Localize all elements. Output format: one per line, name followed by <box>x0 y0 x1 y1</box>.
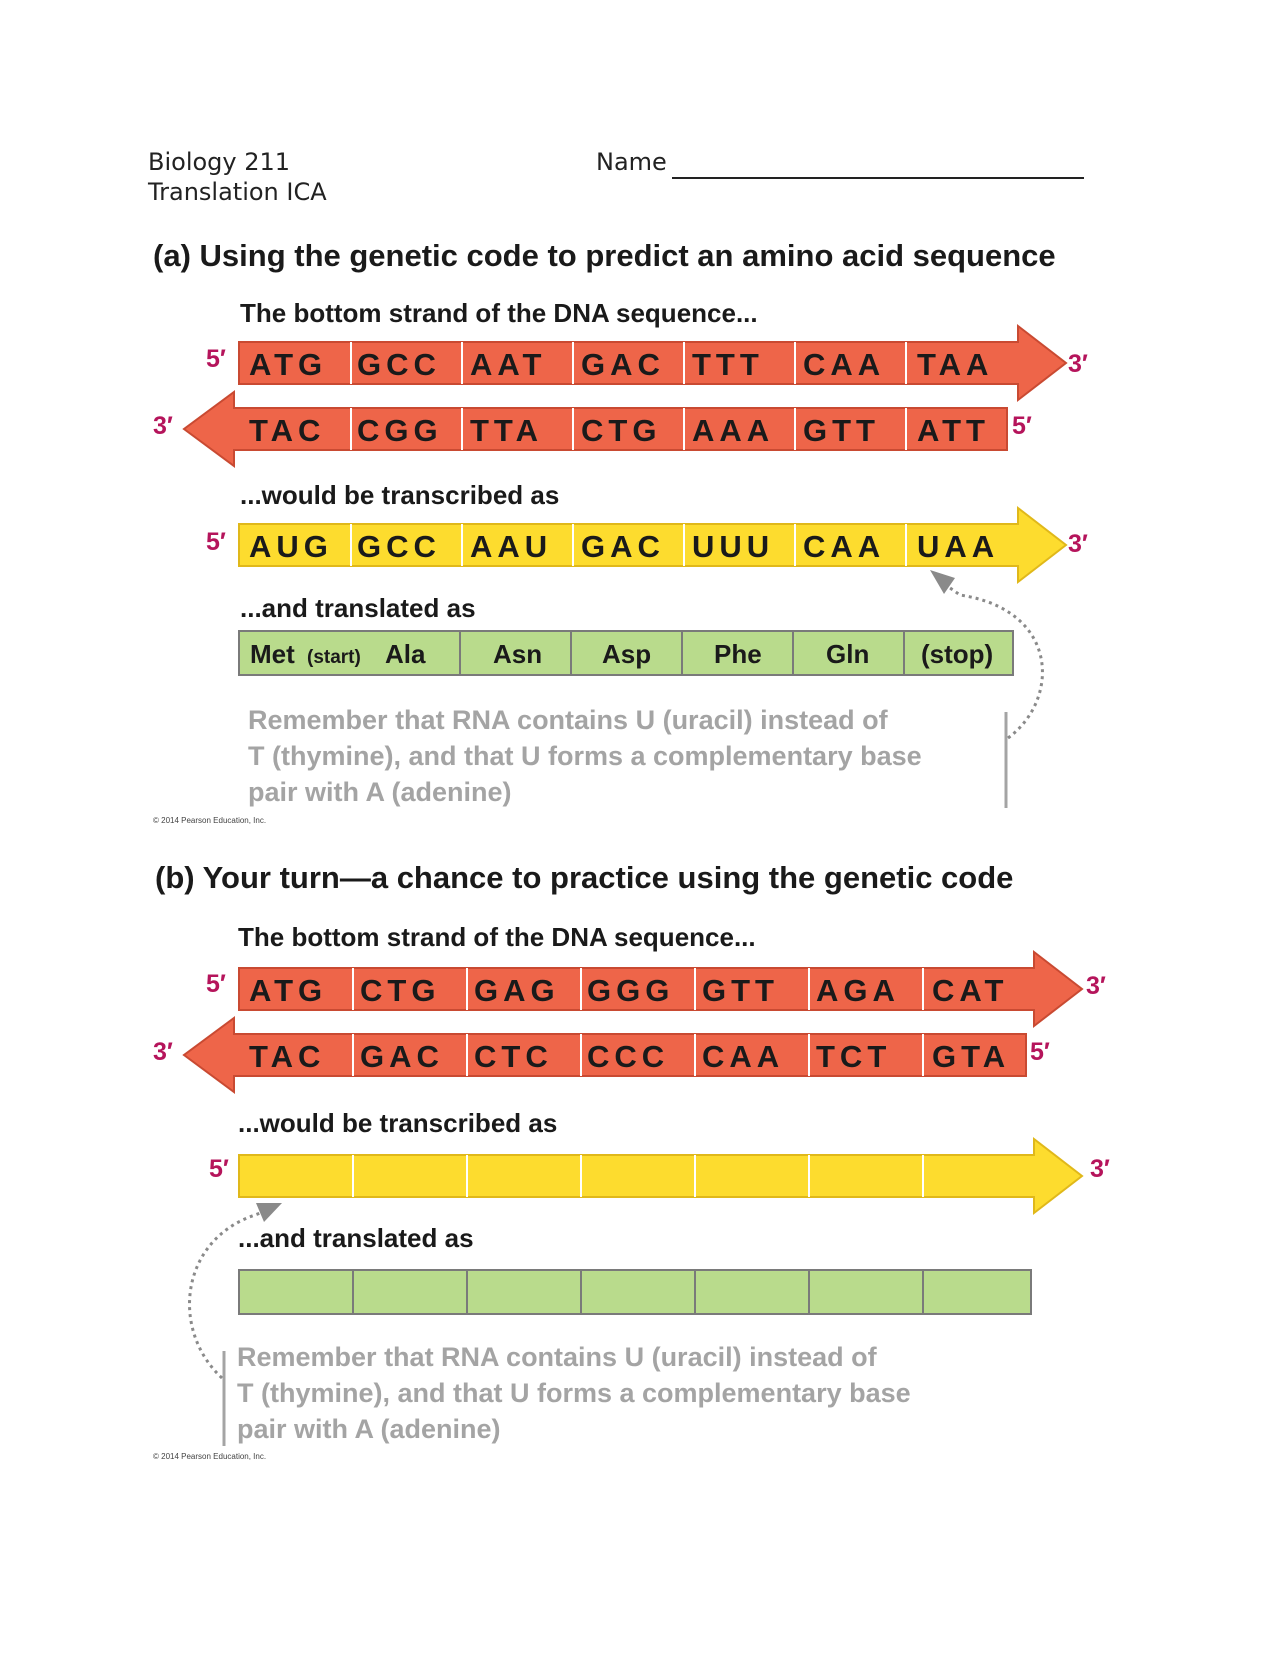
part-a-title-text: Using the genetic code to predict an amino acid sequence <box>199 238 1056 273</box>
a-amino-acid: Met <box>250 639 295 669</box>
b-top-codon: ATG <box>249 973 328 1008</box>
a-mrna-codon: AUG <box>249 529 333 564</box>
a-top-codon: GAC <box>581 347 665 382</box>
b-bottom-codon: CTC <box>474 1039 553 1074</box>
a-top-codon: ATG <box>249 347 328 382</box>
a-mrna-codon: CAA <box>803 529 886 564</box>
a-mrna-codon: GCC <box>357 529 441 564</box>
part-b-letter: (b) <box>155 860 195 895</box>
part-a-transcribed-label: ...would be transcribed as <box>240 480 560 510</box>
name-label: Name <box>596 148 667 176</box>
a-note-line: pair with A (adenine) <box>248 777 512 807</box>
a-amino-acid: Asp <box>602 639 652 669</box>
b-bottom-codon: GTA <box>932 1039 1011 1074</box>
b-top-codon: GTT <box>702 973 779 1008</box>
b-bottom-codon: CCC <box>587 1039 670 1074</box>
a-top-codon: TAA <box>917 347 994 382</box>
a-amino-acid: (stop) <box>921 639 994 669</box>
a-top-5prime: 5′ <box>206 345 226 373</box>
b-note-line: Remember that RNA contains U (uracil) instead of <box>237 1342 877 1372</box>
a-top-3prime: 3′ <box>1068 350 1088 378</box>
b-bottom-codon: TCT <box>816 1039 892 1074</box>
a-mrna-5prime: 5′ <box>206 528 226 556</box>
part-b-transcribed-label: ...would be transcribed as <box>238 1108 558 1138</box>
a-top-codon: CAA <box>803 347 886 382</box>
part-b-dna-label: The bottom strand of the DNA sequence... <box>238 922 756 952</box>
a-start-note: (start) <box>307 647 361 668</box>
a-top-codon: TTT <box>692 347 764 382</box>
a-note-line: T (thymine), and that U forms a complementary base <box>248 741 922 771</box>
a-mrna-3prime: 3′ <box>1068 530 1088 558</box>
part-a-letter: (a) <box>153 238 191 273</box>
part-a-copyright: © 2014 Pearson Education, Inc. <box>153 816 267 825</box>
part-b-note <box>237 1339 911 1447</box>
b-top-codon: AGA <box>816 973 900 1008</box>
a-top-codon: GCC <box>357 347 441 382</box>
b-note-line: pair with A (adenine) <box>237 1414 501 1444</box>
part-b-title-text: Your turn—a chance to practice using the genetic code <box>202 860 1014 895</box>
b-mrna-3prime: 3′ <box>1090 1155 1110 1183</box>
b-top-codon: GAG <box>474 973 560 1008</box>
b-pointer-arrowhead <box>256 1203 282 1222</box>
b-top-codon: CTG <box>360 973 441 1008</box>
a-amino-acid: Asn <box>493 639 543 669</box>
b-bottom-5prime: 5′ <box>1030 1038 1050 1066</box>
a-bottom-codon: TAC <box>249 413 326 448</box>
a-bottom-codon: ATT <box>917 413 990 448</box>
b-mrna-arrow <box>239 1139 1082 1213</box>
a-bottom-codon: GTT <box>803 413 880 448</box>
b-bottom-3prime: 3′ <box>153 1038 173 1066</box>
a-amino-acid: Ala <box>385 639 426 669</box>
a-mrna-codon: AAU <box>470 529 553 564</box>
a-bottom-codon: TTA <box>470 413 543 448</box>
part-a-translated-label: ...and translated as <box>240 593 476 623</box>
b-bottom-codon: CAA <box>702 1039 785 1074</box>
a-top-codon: AAT <box>470 347 547 382</box>
part-b-translated-label: ...and translated as <box>238 1223 474 1253</box>
a-bottom-3prime: 3′ <box>153 412 173 440</box>
b-note-line: T (thymine), and that U forms a complementary base <box>237 1378 911 1408</box>
a-bottom-codon: CTG <box>581 413 662 448</box>
b-bottom-codon: GAC <box>360 1039 444 1074</box>
b-top-codon: CAT <box>932 973 1009 1008</box>
a-amino-acid: Phe <box>714 639 762 669</box>
b-protein-bar <box>239 1270 1031 1314</box>
course-title: Biology 211 <box>148 148 291 176</box>
a-note-line: Remember that RNA contains U (uracil) instead of <box>248 705 888 735</box>
assignment-title: Translation ICA <box>148 178 327 206</box>
a-bottom-5prime: 5′ <box>1012 412 1032 440</box>
a-bottom-codon: CGG <box>357 413 443 448</box>
part-b-copyright: © 2014 Pearson Education, Inc. <box>153 1452 267 1461</box>
a-bottom-codon: AAA <box>692 413 775 448</box>
b-bottom-codon: TAC <box>249 1039 326 1074</box>
b-mrna-5prime: 5′ <box>209 1155 229 1183</box>
b-top-3prime: 3′ <box>1086 972 1106 1000</box>
a-mrna-codon: UAA <box>917 529 1000 564</box>
a-mrna-codon: UUU <box>692 529 775 564</box>
b-dna-top-codons <box>249 973 1008 1008</box>
b-top-5prime: 5′ <box>206 970 226 998</box>
a-amino-acid: Gln <box>826 639 870 669</box>
a-mrna-codon: GAC <box>581 529 665 564</box>
part-a-dna-label: The bottom strand of the DNA sequence... <box>240 298 758 328</box>
b-top-codon: GGG <box>587 973 675 1008</box>
